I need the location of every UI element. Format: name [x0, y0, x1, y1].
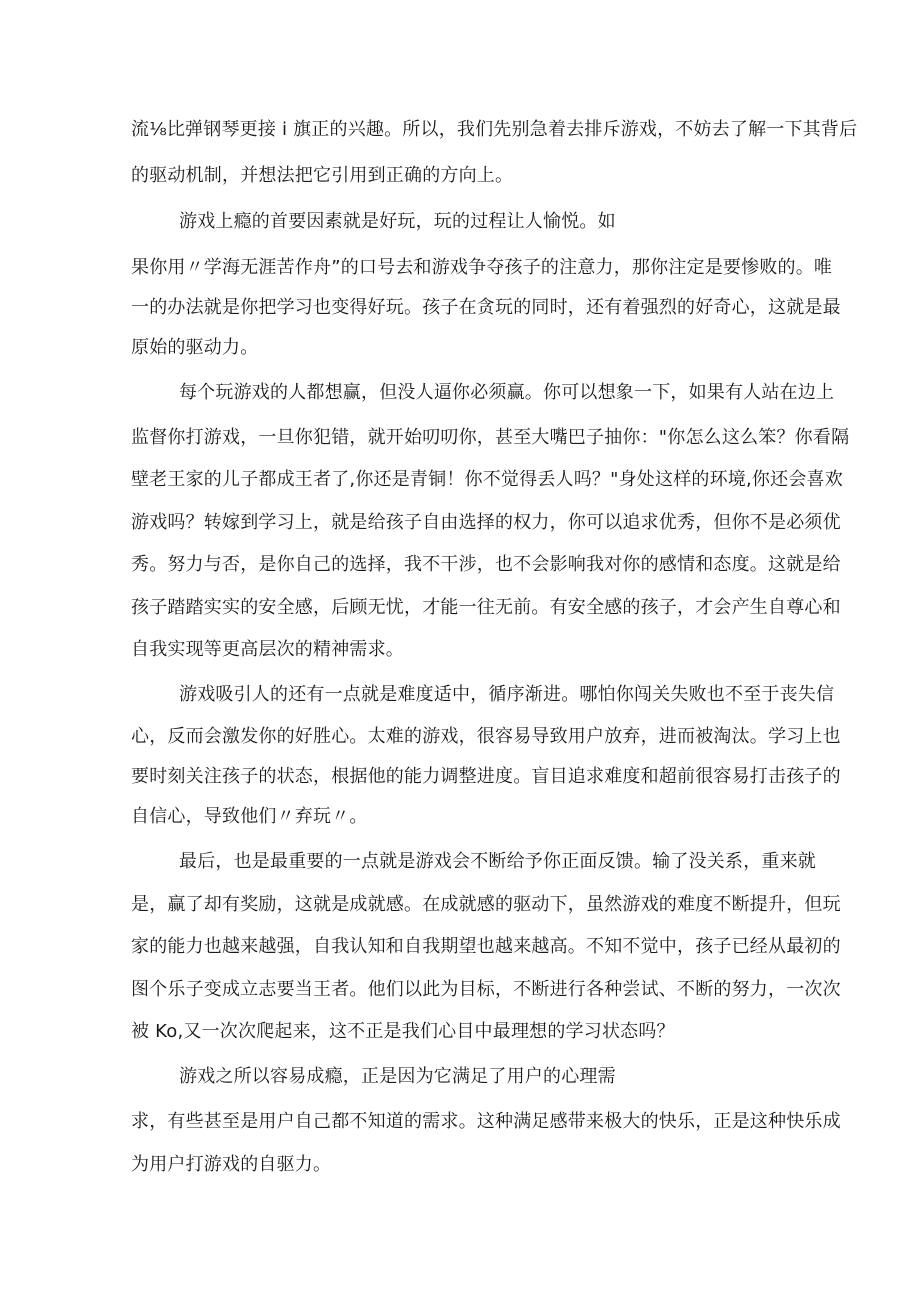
text-line: 要时刻关注孩子的状态，根据他的能力调整进度。盲目追求难度和超前很容易打击孩子的	[131, 766, 841, 787]
text-line: 流⅛比弹钢琴更接 i 旗正的兴趣。所以，我们先别急着去排斥游戏，不妨去了解一下其背后	[131, 119, 858, 140]
text-line: 求，有些甚至是用户自己都不知道的需求。这种满足感带来极大的快乐，正是这种快乐成	[131, 1111, 841, 1132]
paragraph-start-line: 游戏吸引人的还有一点就是难度适中，循序渐进。哪怕你闯关失败也不至于丧失信	[179, 684, 835, 705]
text-line: 秀。努力与否，是你自己的选择，我不干涉，也不会影响我对你的感情和态度。这就是给	[131, 554, 841, 575]
text-line: 壁老王家的儿子都成王者了,你还是青铜！你不觉得丢人吗？"身处这样的环境,你还会喜欢	[131, 469, 843, 490]
paragraph-start-line: 游戏之所以容易成瘾，正是因为它满足了用户的心理需	[179, 1066, 616, 1087]
text-line: 被 Ko,又一次次爬起来，这不正是我们心目中最理想的学习状态吗？	[131, 1021, 675, 1042]
text-line: 图个乐子变成立志要当王者。他们以此为目标，不断进行各种尝试、不断的努力，一次次	[131, 979, 841, 1000]
text-line: 家的能力也越来越强，自我认知和自我期望也越来越高。不知不觉中，孩子已经从最初的	[131, 936, 841, 957]
text-line: 心，反而会激发你的好胜心。太难的游戏，很容易导致用户放弃，进而被淘汰。学习上也	[131, 726, 841, 747]
text-line: 自我实现等更高层次的精神需求。	[131, 639, 404, 660]
paragraph-start-line: 每个玩游戏的人都想赢，但没人逼你必须赢。你可以想象一下，如果有人站在边上	[179, 382, 835, 403]
text-line: 的驱动机制，并想法把它引用到正确的方向上。	[131, 165, 514, 186]
text-line: 是，赢了却有奖励，这就是成就感。在成就感的驱动下，虽然游戏的难度不断提升，但玩	[131, 894, 841, 915]
text-line: 自信心，导致他们〃弃玩〃。	[131, 806, 368, 827]
text-line: 孩子踏踏实实的安全感，后顾无忧，才能一往无前。有安全感的孩子，才会产生自尊心和	[131, 597, 841, 618]
text-line: 原始的驱动力。	[131, 337, 259, 358]
text-line: 游戏吗？转嫁到学习上，就是给孩子自由选择的权力，你可以追求优秀，但你不是必须优	[131, 512, 841, 533]
paragraph-start-line: 最后，也是最重要的一点就是游戏会不断给予你正面反馈。输了没关系，重来就	[179, 851, 816, 872]
text-line: 为用户打游戏的自驱力。	[131, 1154, 332, 1175]
text-line: 果你用〃学海无涯苦作舟”的口号去和游戏争夺孩子的注意力，那你注定是要惨败的。唯	[131, 257, 833, 278]
text-line: 监督你打游戏，一旦你犯错，就开始叨叨你，甚至大嘴巴子抽你："你怎么这么笨？你看隔	[131, 427, 850, 448]
text-line: 一的办法就是你把学习也变得好玩。孩子在贪玩的同时，还有着强烈的好奇心，这就是最	[131, 297, 841, 318]
paragraph-start-line: 游戏上瘾的首要因素就是好玩，玩的过程让人愉悦。如	[179, 211, 616, 232]
